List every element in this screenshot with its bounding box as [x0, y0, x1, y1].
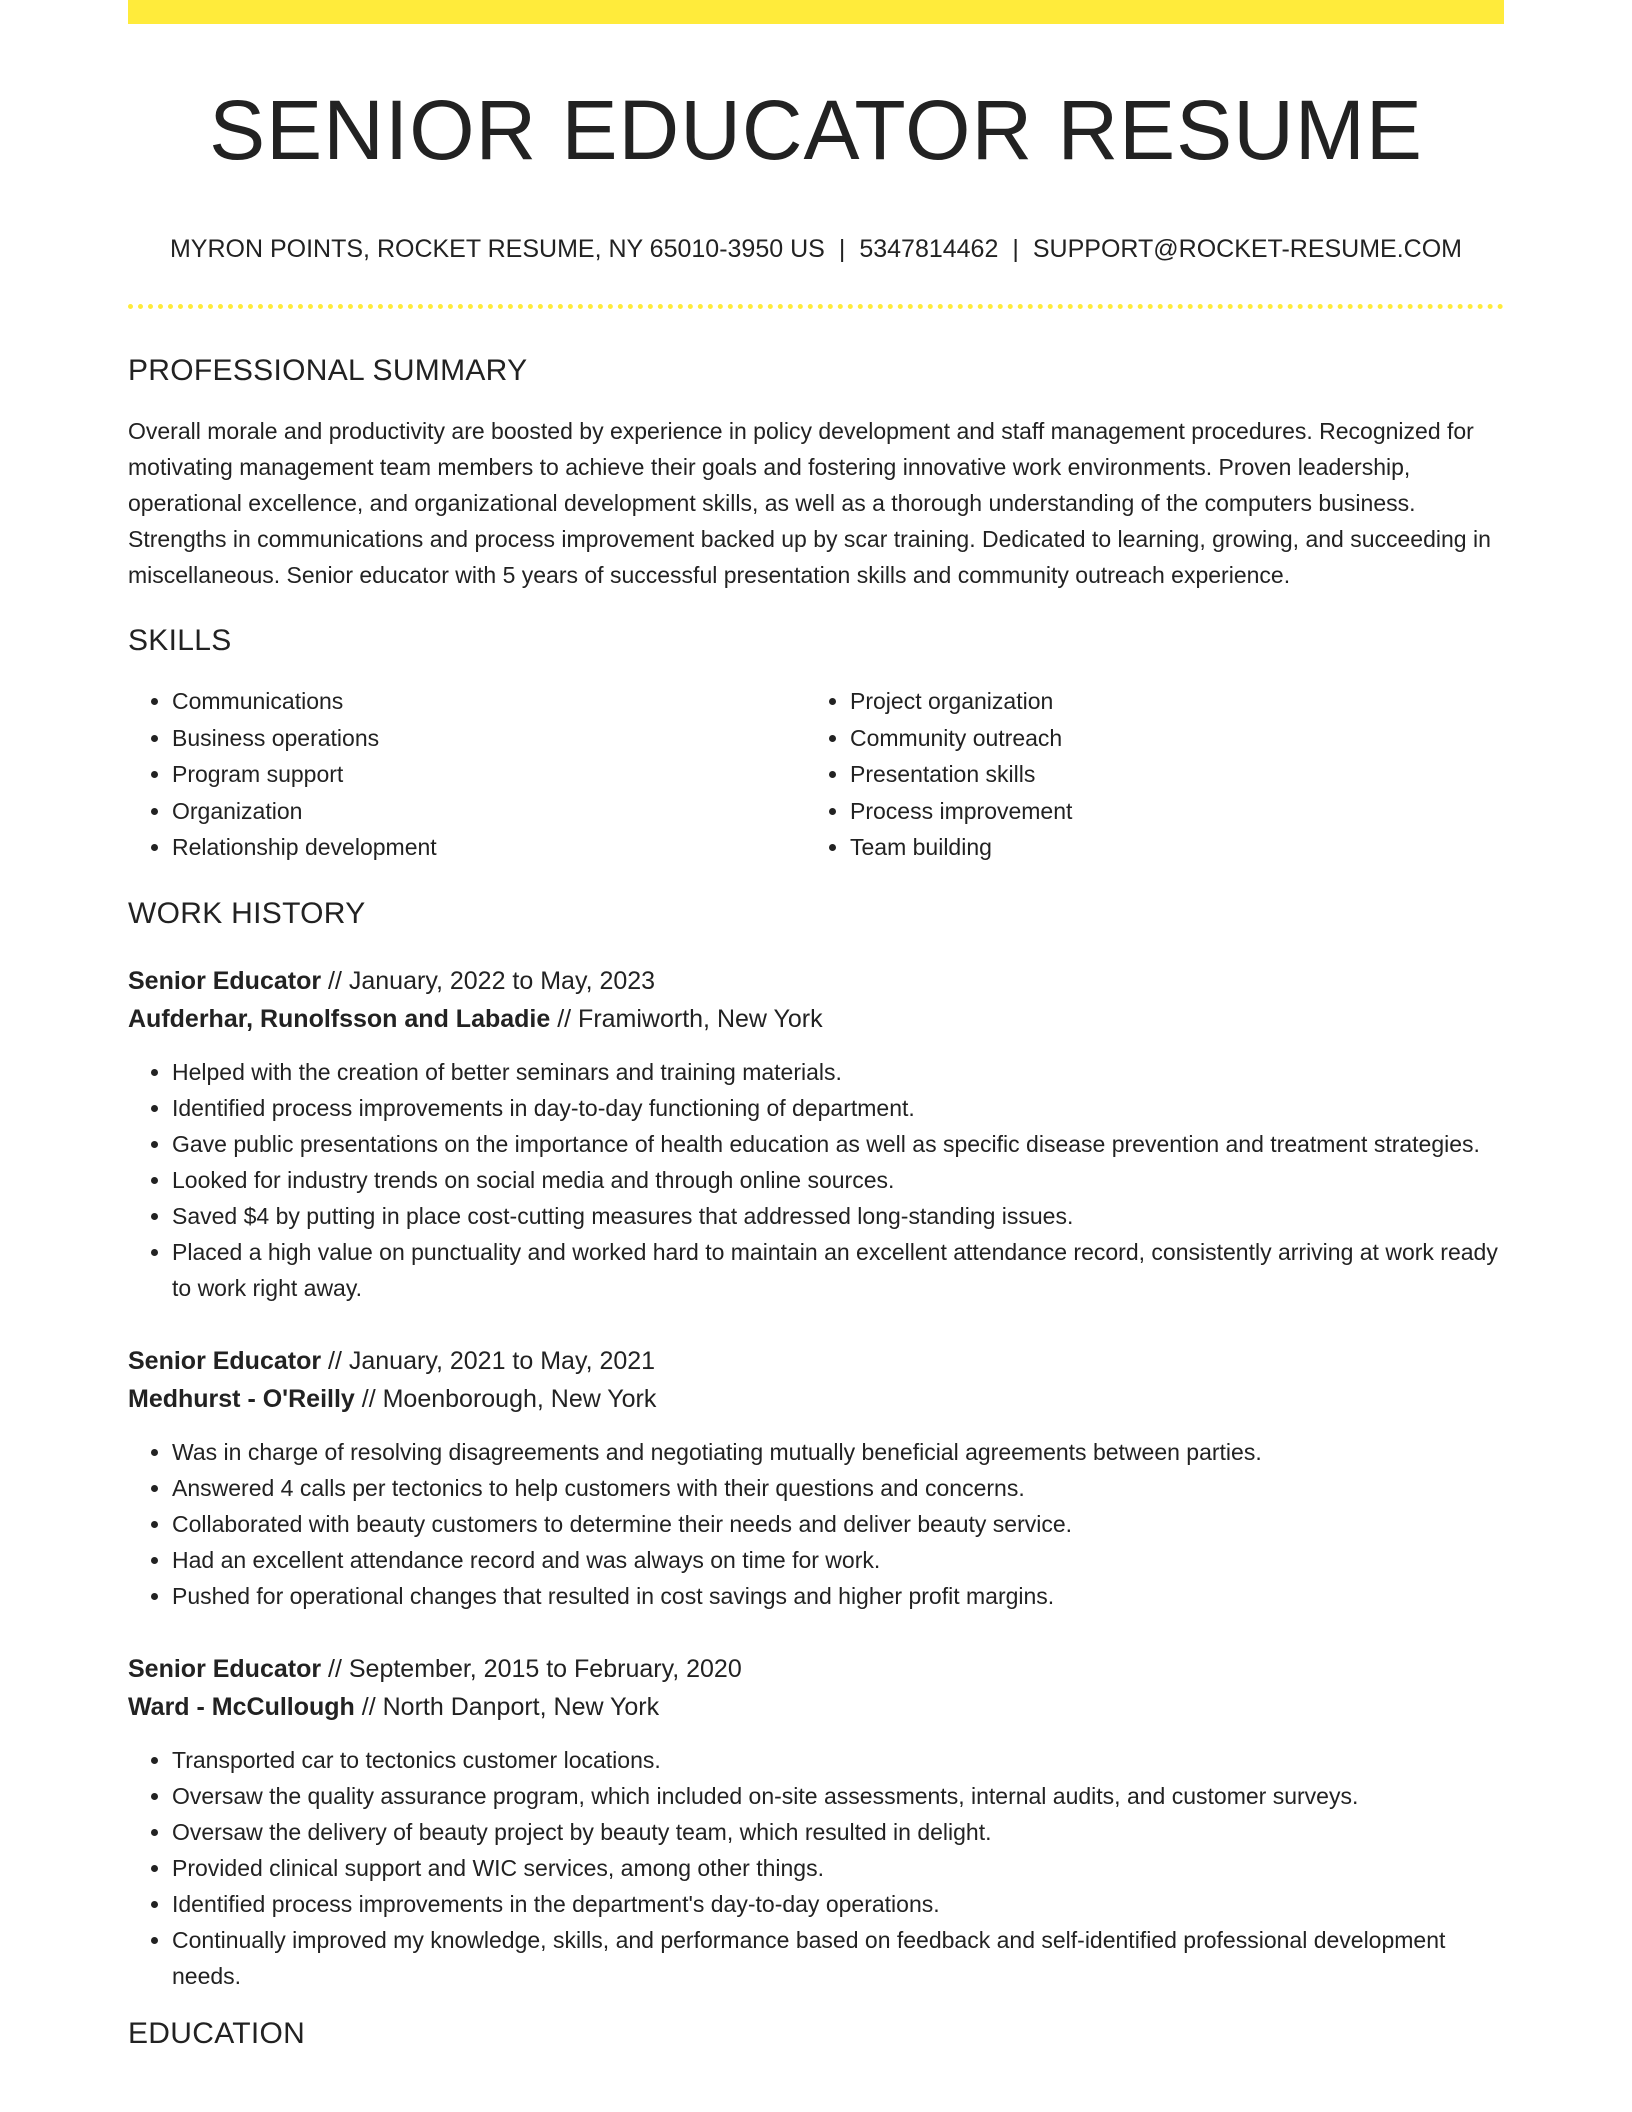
skills-right-list: [806, 683, 1484, 866]
skill-item: • Business operations: [172, 720, 806, 757]
job-bullet: • Identified process improvements in day-to-day functioning of department.: [172, 1090, 1504, 1126]
job-title-line: [128, 1342, 1504, 1380]
job-bullet: • Helped with the creation of better seminars and training materials.: [172, 1054, 1504, 1090]
skill-item: • Relationship development: [172, 829, 806, 866]
job-bullet: • Was in charge of resolving disagreements and negotiating mutually beneficial agreements between parties.: [172, 1434, 1504, 1470]
resume-page: [128, 0, 1504, 2052]
skills-heading: SKILLS: [128, 624, 232, 657]
contact-email: SUPPORT@ROCKET-RESUME.COM: [1032, 235, 1463, 263]
education-heading: EDUCATION: [128, 2016, 306, 2050]
summary-heading: PROFESSIONAL SUMMARY: [128, 354, 528, 387]
job-dates: // January, 2022 to May, 2023: [321, 966, 656, 995]
resume-title: SENIOR EDUCATOR RESUME: [209, 83, 1423, 177]
job-company: Ward - McCullough: [128, 1692, 355, 1721]
job-company-line: [128, 1000, 1504, 1038]
contact-separator: |: [838, 235, 846, 263]
job-company-line: [128, 1380, 1504, 1418]
contact-address: MYRON POINTS, ROCKET RESUME, NY 65010-3950 US: [169, 235, 825, 263]
job-bullet: • Gave public presentations on the importance of health education as well as specific disease prevention and treatment strategies.: [172, 1126, 1504, 1162]
skill-item: • Program support: [172, 756, 806, 793]
job-bullet: • Answered 4 calls per tectonics to help customers with their questions and concerns.: [172, 1470, 1504, 1506]
job-bullet: • Looked for industry trends on social media and through online sources.: [172, 1162, 1504, 1198]
job-dates: // January, 2021 to May, 2021: [321, 1346, 656, 1375]
job-dates: // September, 2015 to February, 2020: [321, 1654, 742, 1683]
job-entry: [128, 962, 1504, 1306]
work-history-heading: WORK HISTORY: [128, 896, 366, 930]
job-bullets: [128, 1434, 1504, 1614]
contact-line: [128, 234, 1504, 264]
job-location: // North Danport, New York: [354, 1692, 660, 1721]
job-title: Senior Educator: [128, 966, 322, 995]
job-bullet: • Provided clinical support and WIC services, among other things.: [172, 1850, 1504, 1886]
skills-columns: [128, 683, 1504, 866]
job-bullet: • Oversaw the quality assurance program, which included on-site assessments, internal audits, and customer surveys.: [172, 1778, 1504, 1814]
skill-item: • Team building: [850, 829, 1484, 866]
job-title-line: [128, 1650, 1504, 1688]
job-company: Aufderhar, Runolfsson and Labadie: [128, 1004, 551, 1033]
job-company-line: [128, 1688, 1504, 1726]
job-entry: [128, 1342, 1504, 1614]
job-bullets: [128, 1054, 1504, 1306]
skill-item: • Project organization: [850, 683, 1484, 720]
job-bullet: • Placed a high value on punctuality and worked hard to maintain an excellent attendance record, consistently arriving at work ready to work right away.: [172, 1234, 1504, 1306]
summary-text: Overall morale and productivity are boosted by experience in policy development and staff management procedures. Recognized for motivating management team members to achieve their goals and fostering innovative work environments. Proven leadership, operational excellence, and organizational development skills, as well as a thorough understanding of the computers business. Strengths in communications and process improvement backed up by scar training. Dedicated to learning, growing, and succeeding in miscellaneous. Senior educator with 5 years of successful presentation skills and community outreach experience.: [128, 418, 1491, 588]
job-bullet: • Saved $4 by putting in place cost-cutting measures that addressed long-standing issues.: [172, 1198, 1504, 1234]
job-bullet: • Transported car to tectonics customer locations.: [172, 1742, 1504, 1778]
job-bullet: • Collaborated with beauty customers to determine their needs and deliver beauty service.: [172, 1506, 1504, 1542]
job-title-line: [128, 962, 1504, 1000]
job-title: Senior Educator: [128, 1654, 322, 1683]
job-bullet: • Pushed for operational changes that resulted in cost savings and higher profit margins.: [172, 1578, 1504, 1614]
job-company: Medhurst - O'Reilly: [128, 1384, 355, 1413]
dotted-divider: [128, 304, 1504, 309]
contact-phone: 5347814462: [859, 235, 999, 263]
job-title: Senior Educator: [128, 1346, 322, 1375]
skill-item: • Presentation skills: [850, 756, 1484, 793]
job-entry: [128, 1650, 1504, 1994]
job-location: // Framiworth, New York: [550, 1004, 823, 1033]
skills-left-list: [128, 683, 806, 866]
job-bullet: • Had an excellent attendance record and was always on time for work.: [172, 1542, 1504, 1578]
skill-item: • Process improvement: [850, 793, 1484, 830]
contact-separator: |: [1012, 235, 1019, 263]
skill-item: • Organization: [172, 793, 806, 830]
job-bullet: • Continually improved my knowledge, skills, and performance based on feedback and self-identified professional development needs.: [172, 1922, 1504, 1994]
job-location: // Moenborough, New York: [354, 1384, 657, 1413]
job-bullets: [128, 1742, 1504, 1994]
accent-top-bar: [128, 0, 1504, 24]
skill-item: • Community outreach: [850, 720, 1484, 757]
job-bullet: • Identified process improvements in the department's day-to-day operations.: [172, 1886, 1504, 1922]
skill-item: • Communications: [172, 683, 806, 720]
job-bullet: • Oversaw the delivery of beauty project by beauty team, which resulted in delight.: [172, 1814, 1504, 1850]
